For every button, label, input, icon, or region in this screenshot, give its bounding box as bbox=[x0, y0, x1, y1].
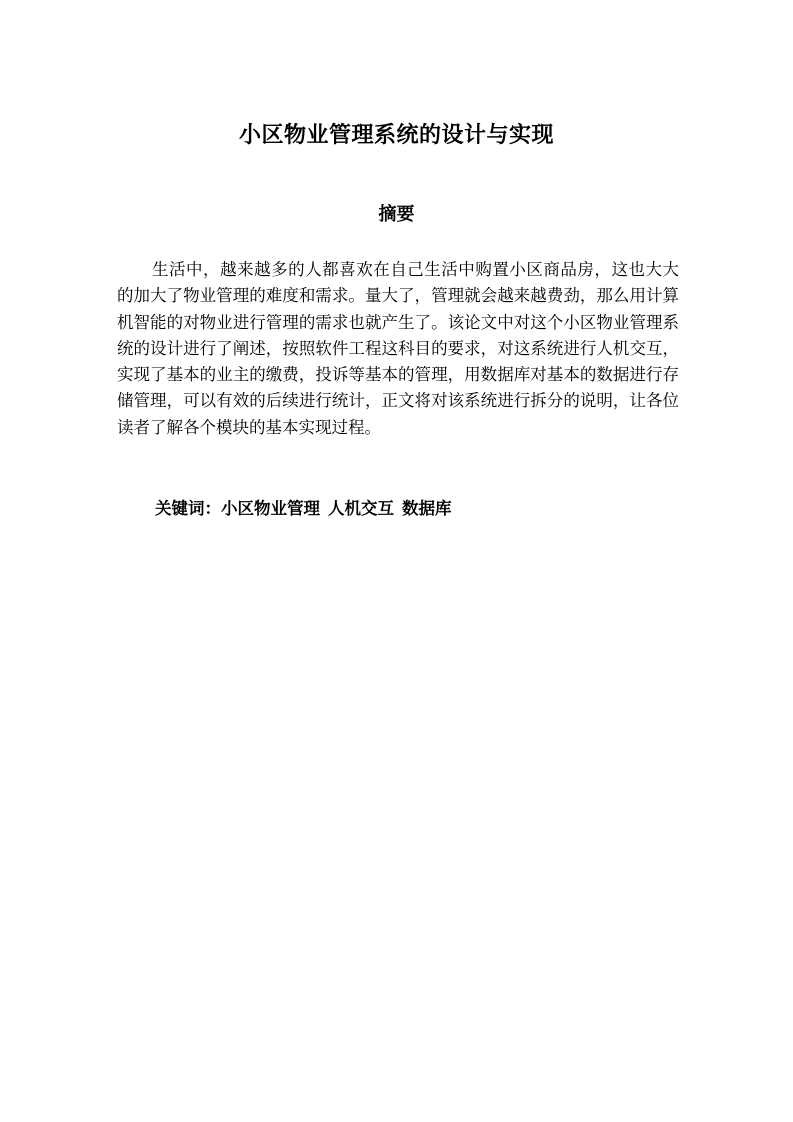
keyword-item: 小区物业管理 bbox=[221, 499, 320, 518]
document-title: 小区物业管理系统的设计与实现 bbox=[238, 123, 554, 148]
keyword-item: 人机交互 bbox=[328, 499, 394, 518]
keywords-label: 关键词： bbox=[155, 499, 221, 518]
abstract-body: 生活中，越来越多的人都喜欢在自己生活中购置小区商品房，这也大大的加大了物业管理的难度和需求。量大了，管理就会越来越费劲，那么用计算机智能的对物业进行管理的需求也就产生了。该论文中对这个小区物业管理系统的设计进行了阐述，按照软件工程这科目的要求，对这系统进行人机交互，实现了基本的业主的缴费，投诉等基本的管理，用数据库对基本的数据进行存储管理，可以有效的后续进行统计，正文将对该系统进行拆分的说明，让各位读者了解各个模块的基本实现过程。 bbox=[117, 260, 679, 437]
abstract-heading: 摘要 bbox=[378, 204, 415, 225]
keyword-item: 数据库 bbox=[402, 499, 452, 518]
keywords-line bbox=[155, 496, 460, 522]
